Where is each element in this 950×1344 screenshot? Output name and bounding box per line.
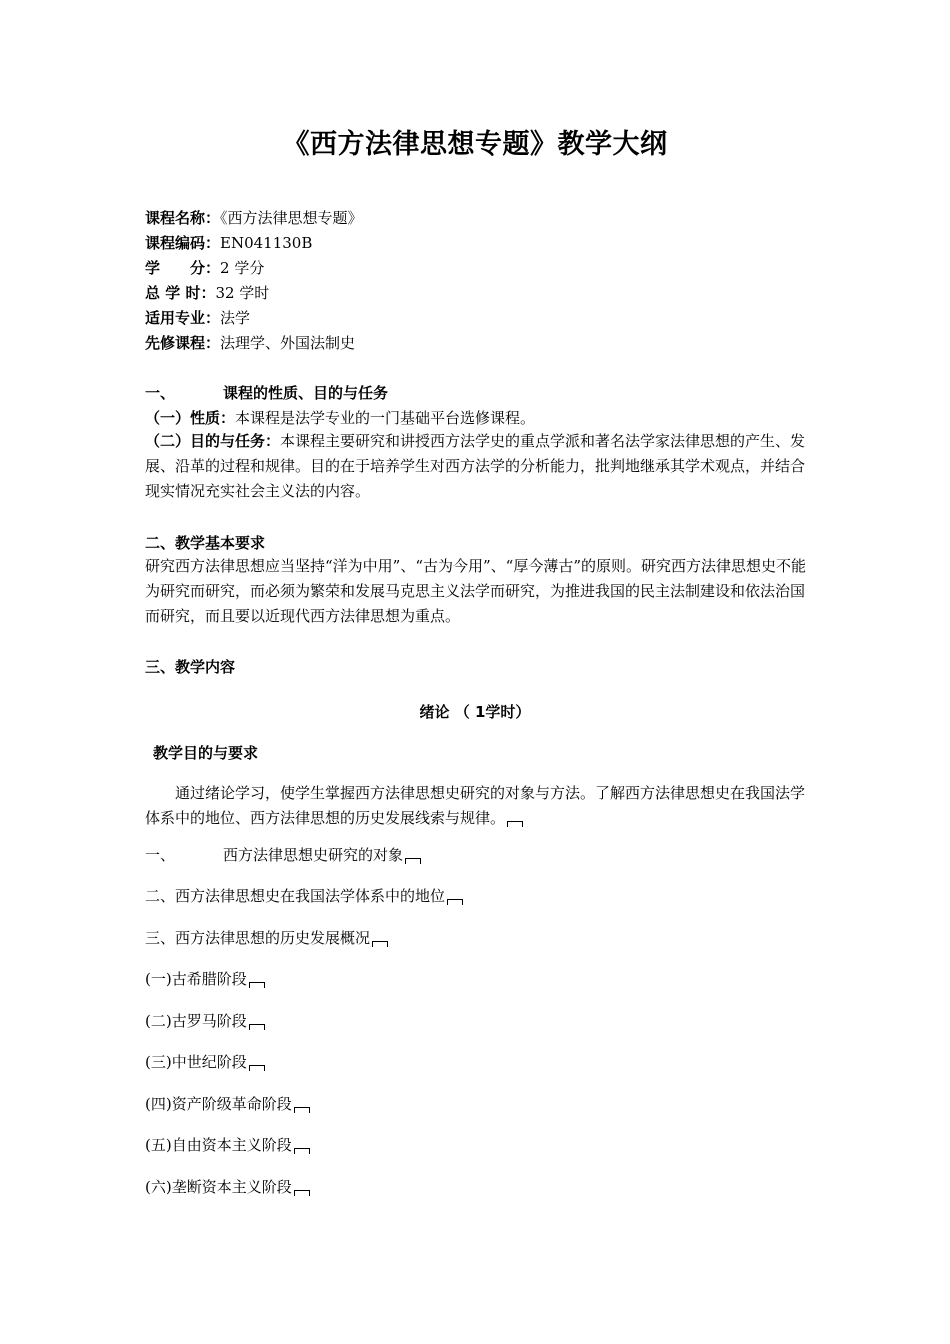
paragraph-mark-icon <box>249 1065 265 1071</box>
stage-text: (六)垄断资本主义阶段 <box>145 1178 292 1196</box>
info-course-code <box>145 233 312 253</box>
info-label: 先修课程： <box>145 334 221 352</box>
stage-item <box>145 1135 310 1155</box>
info-value: 32 学时 <box>215 284 270 302</box>
outline-text: 三、西方法律思想的历史发展概况 <box>145 929 371 947</box>
info-value: 法学 <box>220 309 251 327</box>
stage-text: (一)古希腊阶段 <box>145 970 247 988</box>
stage-text: (四)资产阶级革命阶段 <box>145 1095 292 1113</box>
section-title: 课程的性质、目的与任务 <box>223 384 389 402</box>
stage-text: (三)中世纪阶段 <box>145 1053 247 1071</box>
info-credits <box>145 258 264 278</box>
info-prerequisites <box>145 333 355 353</box>
stage-text: (五)自由资本主义阶段 <box>145 1136 292 1154</box>
paragraph-mark-icon <box>372 941 388 947</box>
goal-text: 通过绪论学习，使学生掌握西方法律思想史研究的对象与方法。了解西方法律思想史在我国法学体系中的地位、西方法律思想的历史发展线索与规律。 <box>145 784 806 827</box>
purpose-paragraph <box>145 429 810 504</box>
info-label: 学 分： <box>145 259 221 277</box>
stage-item <box>145 1177 310 1197</box>
outline-item-2 <box>145 886 463 906</box>
stage-item <box>145 1052 265 1072</box>
purpose-text: 本课程主要研究和讲授西方法学史的重点学派和著名法学家法律思想的产生、发展、沿革的过程和规律。目的在于培养学生对西方法学的分析能力，批判地继承其学术观点，并结合现实情况充实社会主义法的内容。 <box>145 432 806 500</box>
info-course-name <box>145 208 363 228</box>
info-value: 法理学、外国法制史 <box>220 334 356 352</box>
paragraph-mark-icon <box>294 1190 310 1196</box>
section-1-heading <box>145 383 388 403</box>
goal-paragraph <box>145 781 810 831</box>
goal-heading: 教学目的与要求 <box>153 744 259 762</box>
paragraph-mark-icon <box>294 1107 310 1113</box>
page-title: 《西方法律思想专题》教学大纲 <box>282 129 668 160</box>
nature-paragraph <box>145 408 535 428</box>
chapter-heading: 绪论 （ 1学时） <box>419 703 531 721</box>
info-hours <box>145 283 269 303</box>
info-value: 《西方法律思想专题》 <box>220 209 363 227</box>
section-number: 一、 <box>145 384 176 402</box>
info-value: EN041130B <box>220 234 313 252</box>
outline-item-3 <box>145 928 388 948</box>
stage-item <box>145 1094 310 1114</box>
paragraph-mark-icon <box>447 899 463 905</box>
nature-text: 本课程是法学专业的一门基础平台选修课程。 <box>235 409 536 427</box>
info-value: 2 学分 <box>220 259 265 277</box>
info-label: 总 学 时： <box>145 284 216 302</box>
section-2-heading: 二、教学基本要求 <box>145 534 266 552</box>
info-major <box>145 308 250 328</box>
info-label: 适用专业： <box>145 309 221 327</box>
requirements-paragraph: 研究西方法律思想应当坚持“洋为中用”、“古为今用”、“厚今薄古”的原则。研究西方法律思想史不能为研究而研究，而必须为繁荣和发展马克思主义法学而研究，为推进我国的民主法制建设和依法治国而研究，而且要以近现代西方法律思想为重点。 <box>145 557 807 625</box>
nature-label: （一）性质： <box>145 409 236 427</box>
paragraph-mark-icon <box>294 1148 310 1154</box>
purpose-label: （二）目的与任务： <box>145 432 281 450</box>
outline-item-1 <box>145 845 421 865</box>
info-label: 课程名称： <box>145 209 221 227</box>
stage-text: (二)古罗马阶段 <box>145 1012 247 1030</box>
info-label: 课程编码： <box>145 234 221 252</box>
stage-item <box>145 969 265 989</box>
outline-text: 二、西方法律思想史在我国法学体系中的地位 <box>145 887 446 905</box>
outline-number: 一、 <box>145 846 176 864</box>
outline-text: 西方法律思想史研究的对象 <box>223 846 404 864</box>
paragraph-mark-icon <box>249 1024 265 1030</box>
paragraph-mark-icon <box>507 821 523 827</box>
paragraph-mark-icon <box>249 982 265 988</box>
section-3-heading: 三、教学内容 <box>145 658 236 676</box>
stage-item <box>145 1011 265 1031</box>
paragraph-mark-icon <box>405 858 421 864</box>
